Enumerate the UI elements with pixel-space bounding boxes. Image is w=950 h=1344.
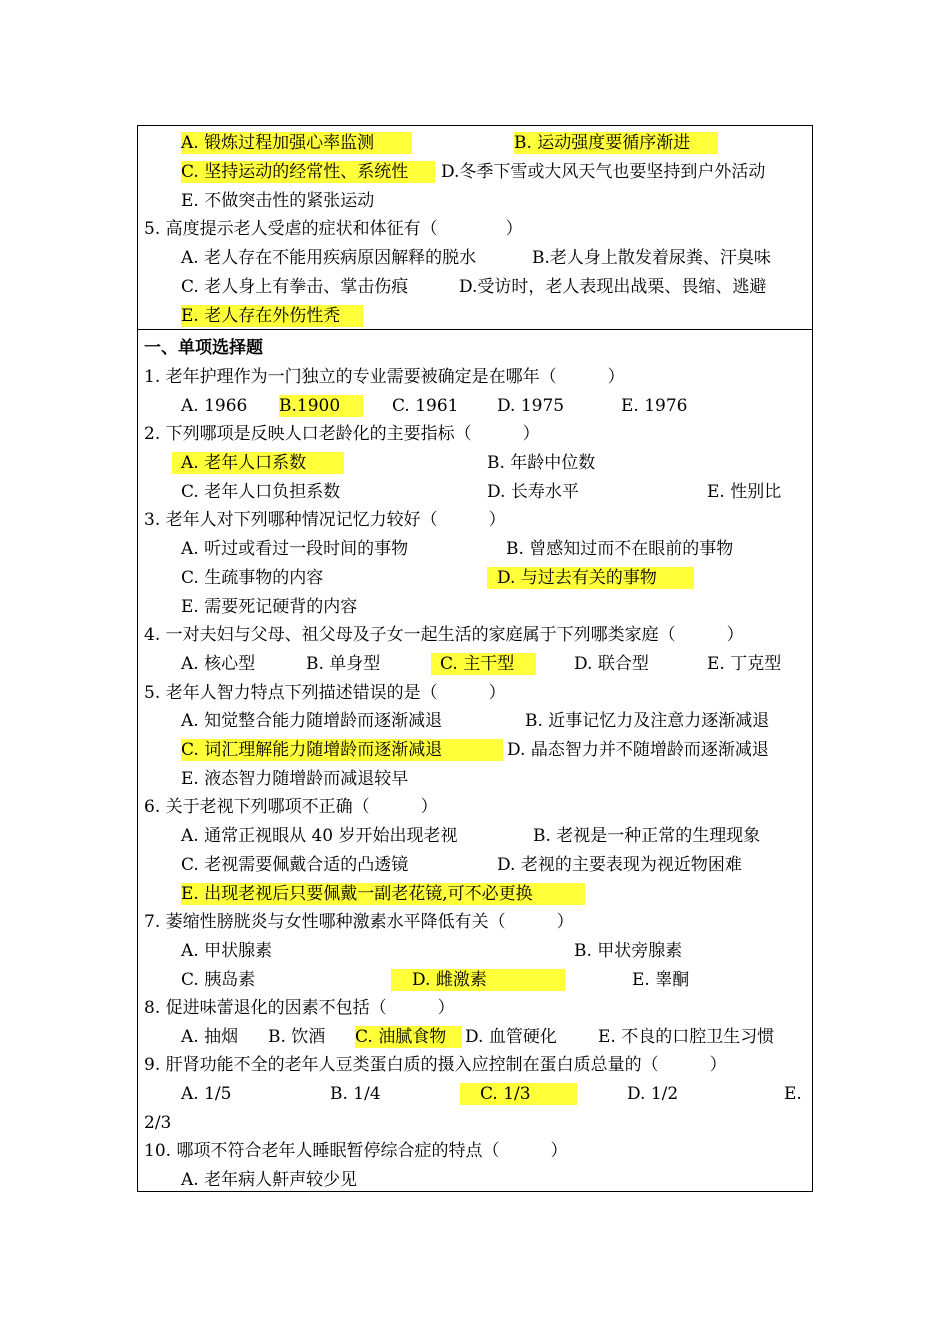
option-e: E. 需要死记硬背的内容 xyxy=(181,597,358,617)
option-a: A. 知觉整合能力随增龄而逐渐减退 xyxy=(181,711,443,731)
option-d: D.受访时，老人表现出战栗、畏缩、逃避 xyxy=(459,277,767,297)
option-e-value: 2/3 xyxy=(144,1113,172,1133)
option-e: E. 睾酮 xyxy=(632,970,690,990)
option-e: E. 丁克型 xyxy=(707,654,782,674)
option-a: A. 老人存在不能用疾病原因解释的脱水 xyxy=(181,248,477,268)
option-c: C. 老人身上有拳击、掌击伤痕 xyxy=(181,277,409,297)
question-stem: 6. 关于老视下列哪项不正确（ ） xyxy=(144,797,438,817)
question-stem: 4. 一对夫妇与父母、祖父母及子女一起生活的家庭属于下列哪类家庭（ ） xyxy=(144,625,744,645)
option-b: B. 甲状旁腺素 xyxy=(574,941,683,961)
option-a: A. 甲状腺素 xyxy=(181,941,273,961)
option-d: D. 1975 xyxy=(497,396,565,416)
option-c: C. 老年人口负担系数 xyxy=(181,482,341,502)
option-b: B. 1/4 xyxy=(330,1084,381,1104)
option-a: A. 通常正视眼从 40 岁开始出现老视 xyxy=(181,826,458,846)
option-a: A. 听过或看过一段时间的事物 xyxy=(181,539,409,559)
option-d: D. 长寿水平 xyxy=(487,482,579,502)
option-a: A. 核心型 xyxy=(181,654,256,674)
option-e: E. 老人存在外伤性秃 xyxy=(181,305,363,327)
option-c: C. 坚持运动的经常性、系统性 xyxy=(181,161,435,183)
option-c: C. 主干型 xyxy=(431,653,536,675)
option-c: C. 1961 xyxy=(392,396,459,416)
option-b: B. 年龄中位数 xyxy=(487,453,596,473)
option-b: B. 单身型 xyxy=(306,654,381,674)
option-b: B. 老视是一种正常的生理现象 xyxy=(533,826,761,846)
option-e: E. 不做突击性的紧张运动 xyxy=(181,191,375,211)
option-e: E. 液态智力随增龄而减退较早 xyxy=(181,769,409,789)
option-a: A. 锻炼过程加强心率监测 xyxy=(181,132,412,154)
option-c: C. 胰岛素 xyxy=(181,970,256,990)
option-b: B.1900 xyxy=(279,395,363,417)
table-row-divider xyxy=(137,329,813,330)
option-b: B. 饮酒 xyxy=(268,1027,326,1047)
option-b: B. 运动强度要循序渐进 xyxy=(514,132,718,154)
option-d: D. 血管硬化 xyxy=(465,1027,557,1047)
option-a: A. 抽烟 xyxy=(181,1027,239,1047)
question-stem: 5. 老年人智力特点下列描述错误的是（ ） xyxy=(144,683,506,703)
option-e: E. 1976 xyxy=(621,396,688,416)
option-d: D. 雌激素 xyxy=(391,969,565,991)
question-stem: 1. 老年护理作为一门独立的专业需要被确定是在哪年（ ） xyxy=(144,367,625,387)
question-stem: 5. 高度提示老人受虐的症状和体征有（ ） xyxy=(144,219,523,239)
option-d: D. 老视的主要表现为视近物困难 xyxy=(497,855,742,875)
option-e: E. 出现老视后只要佩戴一副老花镜,可不必更换 xyxy=(181,883,585,905)
option-b: B. 近事记忆力及注意力逐渐减退 xyxy=(525,711,770,731)
option-d: D. 1/2 xyxy=(627,1084,679,1104)
option-e: E. xyxy=(784,1084,802,1104)
option-a: A. 老年人口系数 xyxy=(172,452,344,474)
question-stem: 7. 萎缩性膀胱炎与女性哪种激素水平降低有关（ ） xyxy=(144,912,574,932)
question-stem: 2. 下列哪项是反映人口老龄化的主要指标（ ） xyxy=(144,424,540,444)
option-c: C. 生疏事物的内容 xyxy=(181,568,324,588)
option-d: D. 晶态智力并不随增龄而逐渐减退 xyxy=(507,740,769,760)
option-d: D. 联合型 xyxy=(574,654,649,674)
option-d: D.冬季下雪或大风天气也要坚持到户外活动 xyxy=(441,162,766,182)
option-a: A. 1966 xyxy=(181,396,248,416)
question-stem: 3. 老年人对下列哪种情况记忆力较好（ ） xyxy=(144,510,506,530)
section-heading: 一、单项选择题 xyxy=(144,338,263,358)
option-b: B. 曾感知过而不在眼前的事物 xyxy=(506,539,734,559)
option-d: D. 与过去有关的事物 xyxy=(487,567,694,589)
option-a: A. 1/5 xyxy=(181,1084,232,1104)
question-stem: 9. 肝肾功能不全的老年人豆类蛋白质的摄入应控制在蛋白质总量的（ ） xyxy=(144,1055,727,1075)
option-b: B.老人身上散发着尿粪、汗臭味 xyxy=(532,248,771,268)
option-a: A. 老年病人鼾声较少见 xyxy=(181,1170,358,1190)
option-e: E. 性别比 xyxy=(707,482,782,502)
option-e: E. 不良的口腔卫生习惯 xyxy=(598,1027,775,1047)
option-c: C. 油腻食物 xyxy=(355,1026,462,1048)
option-c: C. 老视需要佩戴合适的凸透镜 xyxy=(181,855,409,875)
option-c: C. 1/3 xyxy=(460,1083,577,1105)
option-c: C. 词汇理解能力随增龄而逐渐减退 xyxy=(181,739,503,761)
question-stem: 8. 促进味蕾退化的因素不包括（ ） xyxy=(144,998,455,1018)
question-stem: 10. 哪项不符合老年人睡眠暂停综合症的特点（ ） xyxy=(144,1141,568,1161)
